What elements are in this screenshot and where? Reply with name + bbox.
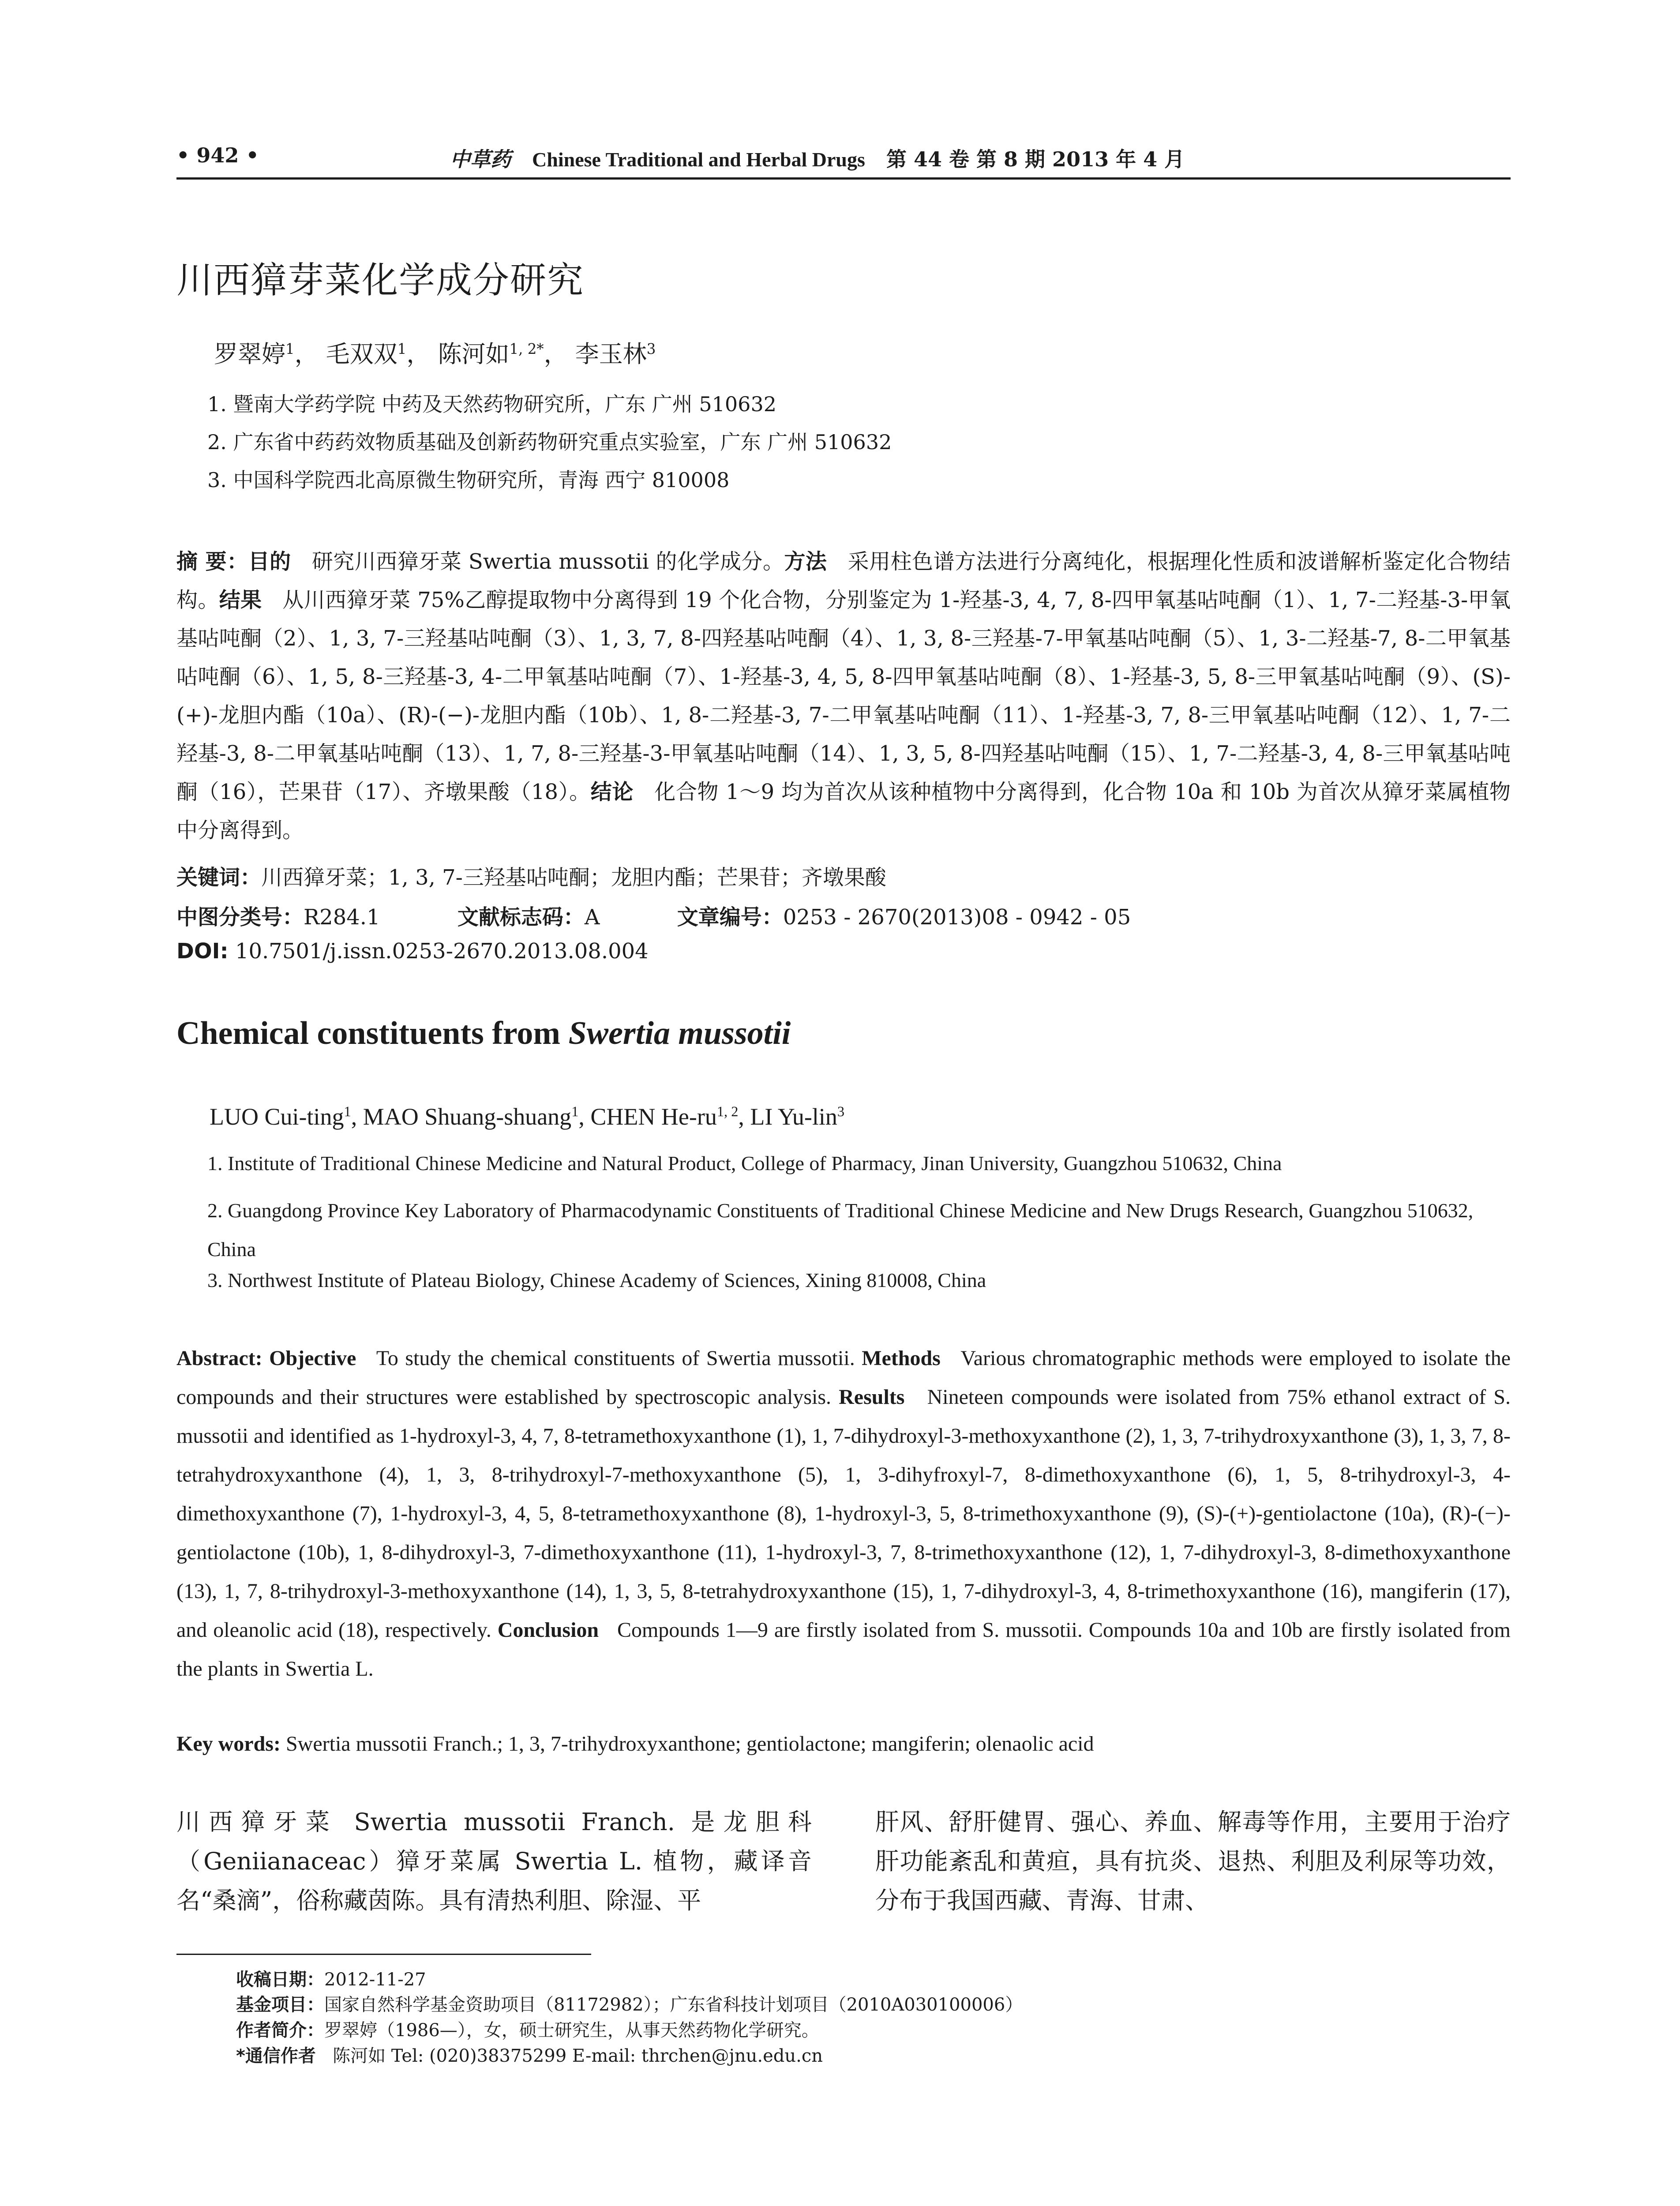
doc-code-value: A bbox=[584, 905, 600, 930]
clc-label: 中图分类号： bbox=[176, 905, 304, 930]
article-title-en bbox=[176, 1015, 791, 1052]
results-text: 从川西獐牙菜 75%乙醇提取物中分离得到 19 个化合物，分别鉴定为 1-羟基-3, 4, 7, 8-四甲氧基呫吨酮（1）、1, 7-二羟基-3-甲氧基呫吨酮（2）、1, 3, 7-三羟基呫吨酮（3）、1, 3, 7, 8-四羟基呫吨酮（4）、1, 3, 8-三羟基-7-甲氧基呫吨酮（5）、1, 3-二羟基-7, 8-二甲氧基呫吨酮（6）、1, 5, 8-三羟基-3, 4-二甲氧基呫吨酮（7）、1-羟基-3, 4, 5, 8-四甲氧基呫吨酮（8）、1-羟基-3, 5, 8-三甲氧基呫吨酮（9）、(S)-(+)-龙胆内酯（10a）、(R)-(−)-龙胆内酯（10b）、1, 8-二羟基-3, 7-二甲氧基呫吨酮（11）、1-羟基-3, 7, 8-三甲氧基呫吨酮（12）、1, 7-二羟基-3, 8-二甲氧基呫吨酮（13）、1, 7, 8-三羟基-3-甲氧基呫吨酮（14）、1, 3, 5, 8-四羟基呫吨酮（15）、1, 7-二羟基-3, 4, 8-三甲氧基呫吨酮（16），芒果苷（17）、齐墩果酸（18）。 bbox=[176, 588, 1511, 804]
abstract-label: 摘 要： bbox=[176, 549, 248, 574]
journal-name-zh: 中草药 bbox=[450, 147, 511, 171]
author-affil-marker: 1 bbox=[397, 341, 407, 357]
author-name: 李玉林 bbox=[575, 340, 647, 368]
footnote-author-bio bbox=[236, 2016, 819, 2041]
results-label: Results bbox=[839, 1385, 905, 1409]
author-name: LI Yu-lin bbox=[750, 1103, 837, 1130]
keywords-text: Swertia mussotii Franch.; 1, 3, 7-trihydroxyxanthone; gentiolactone; mangiferin; olenaolic acid bbox=[285, 1732, 1094, 1756]
header-rule bbox=[176, 177, 1511, 180]
abstract-label: Abstract: bbox=[176, 1347, 262, 1370]
doi-value[interactable]: 10.7501/j.issn.0253-2670.2013.08.004 bbox=[235, 939, 649, 964]
body-column-left: 川西獐牙菜 Swertia mussotii Franch. 是龙胆科（Geniianaceac）獐牙菜属 Swertia L. 植物，藏译音名“桑滴”，俗称藏茵陈。具有清热利胆、除湿、平 bbox=[176, 1808, 812, 1914]
page-number: • 942 • bbox=[176, 143, 259, 167]
author-list-zh: 罗翠婷$^1$， 毛双双$^1$， 陈河如$^{1, 2*}$， 李玉林$^3$ bbox=[214, 340, 656, 368]
objective-text: 研究川西獐牙菜 Swertia mussotii 的化学成分。 bbox=[311, 549, 784, 574]
title-text: Chemical constituents from bbox=[176, 1015, 569, 1051]
journal-issue: 第 44 卷 第 8 期 2013 年 4 月 bbox=[886, 147, 1185, 171]
author-affil-marker: 1 bbox=[285, 341, 295, 357]
article-number-label: 文章编号： bbox=[677, 905, 783, 930]
conclusion-label: 结论 bbox=[590, 780, 634, 804]
journal-name-en: Chinese Traditional and Herbal Drugs bbox=[532, 148, 865, 171]
methods-label: 方法 bbox=[784, 549, 827, 574]
methods-label: Methods bbox=[862, 1347, 941, 1370]
author-affil-marker: 3 bbox=[837, 1104, 845, 1120]
author-name: 毛双双 bbox=[326, 340, 398, 368]
journal-line bbox=[450, 143, 1185, 173]
keywords-en bbox=[176, 1732, 1094, 1756]
author-affil-marker: 3 bbox=[646, 341, 656, 357]
keywords-text: 川西獐牙菜；1, 3, 7-三羟基呫吨酮；龙胆内酯；芒果苷；齐墩果酸 bbox=[261, 865, 886, 890]
methods-text: 采用柱色谱方法进行分离纯化，根据理化性质和波谱解析鉴定化合物结构。 bbox=[176, 549, 1511, 612]
title-species: Swertia mussotii bbox=[568, 1015, 791, 1051]
author-affil-marker: 1, 2 bbox=[716, 1104, 739, 1120]
affiliation-en: 2. Guangdong Province Key Laboratory of Pharmacodynamic Constituents of Traditional Chinese Medicine and New Drugs Research, Guangzhou 510632, China bbox=[207, 1199, 1474, 1261]
footnote-text: 陈河如 Tel: (020)38375299 E-mail: thrchen@jnu.edu.cn bbox=[333, 2046, 823, 2066]
abstract-zh bbox=[176, 543, 1511, 850]
footnote-text: 罗翠婷（1986—），女，硕士研究生，从事天然药物化学研究。 bbox=[324, 2020, 819, 2041]
article-title-zh: 川西獐芽菜化学成分研究 bbox=[176, 259, 585, 301]
footnote-label: 作者简介： bbox=[236, 2020, 324, 2041]
article-number-value: 0253 - 2670(2013)08 - 0942 - 05 bbox=[783, 905, 1131, 930]
doi-label: DOI: bbox=[176, 939, 229, 964]
results-text: Nineteen compounds were isolated from 75% ethanol extract of S. mussotii and identified as 1-hydroxyl-3, 4, 7, 8-tetramethoxyxanthone (1), 1, 7-dihydroxyl-3-methoxyxanthone (2), 1, 3, 7-trihydroxyxanthone (3), 1, 3, 7, 8-tetrahydroxyxanthone (4), 1, 3, 8-trihydroxyl-7-methoxyxanthone (5), 1, 3-dihyfroxyl-7, 8-dimethoxyxanthone (6), 1, 5, 8-trihydroxyl-3, 4-dimethoxyxanthone (7), 1-hydroxyl-3, 4, 5, 8-tetramethoxyxanthone (8), 1-hydroxyl-3, 5, 8-trimethoxyxanthone (9), (S)-(+)-gentiolactone (10a), (R)-(−)-gentiolactone (10b), 1, 8-dihydroxyl-3, 7-dimethoxyxanthone (11), 1-hydroxyl-3, 7, 8-trimethoxyxanthone (12), 1, 7-dihydroxyl-3, 8-dimethoxyxanthone (13), 1, 7, 8-trihydroxyl-3-methoxyxanthone (14), 1, 3, 5, 8-tetrahydroxyxanthone (15), 1, 7-dihydroxyl-3, 4, 8-trimethoxyxanthone (16), mangiferin (17), and oleanolic acid (18), respectively. bbox=[176, 1385, 1511, 1642]
keywords-label: 关键词： bbox=[176, 865, 262, 890]
footnote-received bbox=[236, 1966, 426, 1991]
keywords-label: Key words: bbox=[176, 1732, 281, 1756]
objective-label: 目的 bbox=[248, 549, 291, 574]
results-label: 结果 bbox=[219, 588, 262, 612]
footnote-label: 基金项目： bbox=[236, 1995, 324, 2015]
footnote-funding bbox=[236, 1991, 1023, 2016]
doi-line bbox=[176, 939, 649, 964]
affiliation-en: 1. Institute of Traditional Chinese Medicine and Natural Product, College of Pharmacy, Jinan University, Guangzhou 510632, China bbox=[207, 1152, 1282, 1174]
author-affil-marker: 1 bbox=[571, 1104, 579, 1120]
author-name: CHEN He-ru bbox=[590, 1103, 717, 1130]
affiliation-en: 3. Northwest Institute of Plateau Biology, Chinese Academy of Sciences, Xining 810008, China bbox=[207, 1269, 986, 1291]
author-name: 罗翠婷 bbox=[214, 340, 285, 368]
keywords-zh bbox=[176, 860, 886, 891]
body-column-right: 肝风、舒肝健胃、强心、养血、解毒等作用，主要用于治疗肝功能紊乱和黄疸，具有抗炎、退热、利胆及利尿等功效，分布于我国西藏、青海、甘肃、 bbox=[875, 1808, 1511, 1914]
conclusion-text: Compounds 1—9 are firstly isolated from S. mussotii. Compounds 10a and 10b are firstly isolated from the plants in Swertia L. bbox=[176, 1618, 1511, 1681]
footnote-label: 收稿日期： bbox=[236, 1970, 324, 1990]
author-affil-marker: 1 bbox=[344, 1104, 351, 1120]
author-affil-marker: 1, 2* bbox=[509, 341, 544, 357]
footnote-text: 2012-11-27 bbox=[324, 1970, 426, 1990]
author-name: MAO Shuang-shuang bbox=[363, 1103, 572, 1130]
footnote-label: *通信作者 bbox=[236, 2046, 316, 2066]
running-header bbox=[176, 143, 1511, 181]
author-list-en: LUO Cui-ting$^1$, MAO Shuang-shuang$^1$, CHEN He-ru$^{1, 2}$, LI Yu-lin$^3$ bbox=[210, 1103, 845, 1130]
footnote-corresponding bbox=[236, 2042, 823, 2067]
objective-label: Objective bbox=[269, 1347, 356, 1370]
methods-text: Various chromatographic methods were employed to isolate the compounds and their structures were established by spectroscopic analysis. bbox=[176, 1347, 1511, 1409]
affiliation-zh: 1. 暨南大学药学院 中药及天然药物研究所，广东 广州 510632 bbox=[207, 392, 776, 416]
author-name: LUO Cui-ting bbox=[210, 1103, 344, 1130]
abstract-en bbox=[176, 1339, 1511, 1688]
doc-code-label: 文献标志码： bbox=[457, 905, 585, 930]
affiliation-zh: 2. 广东省中药药效物质基础及创新药物研究重点实验室，广东 广州 510632 bbox=[207, 430, 892, 454]
conclusion-label: Conclusion bbox=[497, 1618, 599, 1642]
objective-text: To study the chemical constituents of Swertia mussotii. bbox=[376, 1347, 855, 1370]
clc-value: R284.1 bbox=[304, 905, 380, 930]
author-name: 陈河如 bbox=[438, 340, 510, 368]
footnote-rule bbox=[176, 1954, 591, 1955]
classification-row bbox=[176, 900, 1131, 930]
conclusion-text: 化合物 1～9 均为首次从该种植物中分离得到，化合物 10a 和 10b 为首次从獐牙菜属植物中分离得到。 bbox=[176, 780, 1511, 843]
footnote-text: 国家自然科学基金资助项目（81172982）；广东省科技计划项目（2010A030100006） bbox=[324, 1995, 1023, 2015]
affiliation-zh: 3. 中国科学院西北高原微生物研究所，青海 西宁 810008 bbox=[207, 468, 730, 492]
